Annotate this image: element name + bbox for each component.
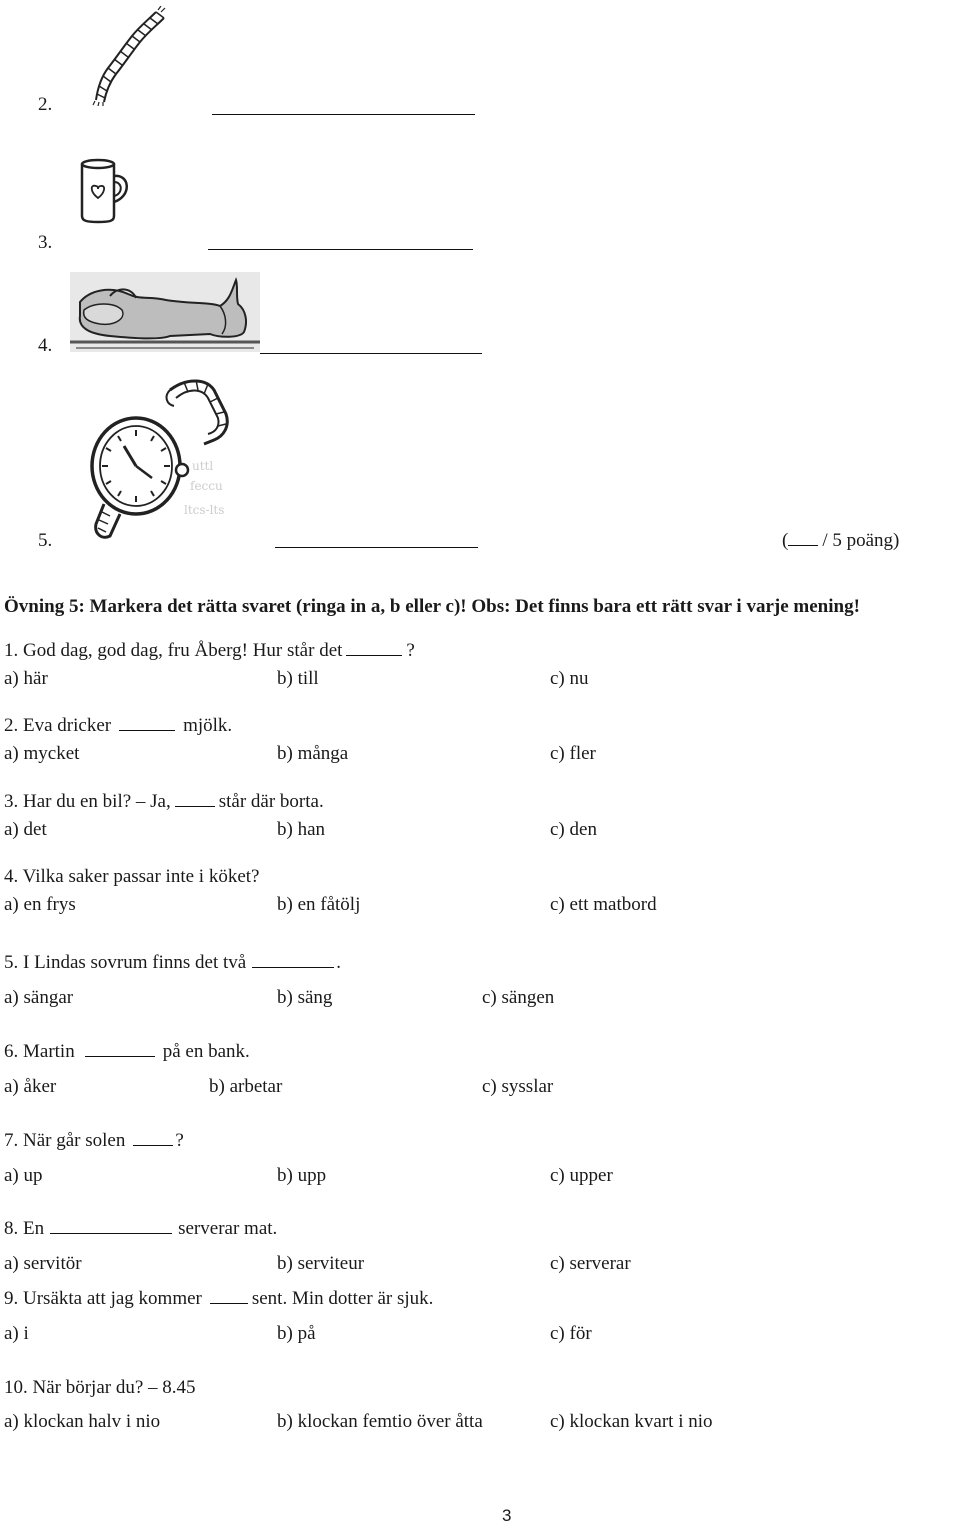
picture-number: 4. xyxy=(38,335,53,356)
option-c[interactable]: c) nu xyxy=(550,668,589,689)
option-c[interactable]: c) ett matbord xyxy=(550,894,657,915)
answer-blank[interactable] xyxy=(346,654,402,656)
answer-line[interactable] xyxy=(212,114,475,115)
option-a[interactable]: a) det xyxy=(4,819,47,840)
answer-blank[interactable] xyxy=(252,966,334,968)
option-b[interactable]: b) han xyxy=(277,819,326,840)
question-text: 1. God dag, god dag, fru Åberg! Hur står det ? xyxy=(4,640,415,661)
option-b[interactable]: b) många xyxy=(277,743,349,764)
option-b[interactable]: b) till xyxy=(277,668,319,689)
option-c[interactable]: c) upper xyxy=(550,1165,613,1186)
option-c[interactable]: c) den xyxy=(550,819,597,840)
option-a[interactable]: a) klockan halv i nio xyxy=(4,1411,161,1432)
question-text: 6. Martin på en bank. xyxy=(4,1041,250,1062)
question-text: 8. En serverar mat. xyxy=(4,1218,278,1239)
svg-text:feccu: feccu xyxy=(190,479,223,493)
page-number: 3 xyxy=(502,1506,512,1525)
option-a[interactable]: a) sängar xyxy=(4,987,74,1008)
score-blank[interactable] xyxy=(788,544,818,546)
question-text: 3. Har du en bil? – Ja, står där borta. xyxy=(4,791,324,812)
option-b[interactable]: b) en fåtölj xyxy=(277,894,361,915)
option-a[interactable]: a) up xyxy=(4,1165,43,1186)
option-a[interactable]: a) åker xyxy=(4,1076,57,1097)
score-open: ( xyxy=(782,530,789,551)
option-b[interactable]: b) på xyxy=(277,1323,316,1344)
answer-line[interactable] xyxy=(275,547,478,548)
answer-line[interactable] xyxy=(208,249,473,250)
option-b[interactable]: b) upp xyxy=(277,1165,327,1186)
question-text: 10. När börjar du? – 8.45 xyxy=(4,1377,196,1398)
option-c[interactable]: c) sängen xyxy=(482,987,555,1008)
dog-icon xyxy=(70,272,260,352)
answer-line[interactable] xyxy=(260,353,482,354)
scarf-icon xyxy=(86,6,166,106)
answer-blank[interactable] xyxy=(175,805,215,807)
question-text: 2. Eva dricker mjölk. xyxy=(4,715,233,736)
question-text: 4. Vilka saker passar inte i köket? xyxy=(4,866,260,887)
answer-blank[interactable] xyxy=(133,1144,173,1146)
watch-icon xyxy=(74,374,244,542)
svg-text:ltcs-lts: ltcs-lts xyxy=(184,503,225,517)
picture-number: 5. xyxy=(38,530,53,551)
picture-number: 3. xyxy=(38,232,53,253)
option-a[interactable]: a) mycket xyxy=(4,743,80,764)
answer-blank[interactable] xyxy=(85,1055,155,1057)
exercise-title: Övning 5: Markera det rätta svaret (ringa in a, b eller c)! Obs: Det finns bara ett rätt svar i varje mening! xyxy=(4,596,860,617)
option-a[interactable]: a) en frys xyxy=(4,894,76,915)
option-a[interactable]: a) här xyxy=(4,668,48,689)
picture-number: 2. xyxy=(38,94,53,115)
option-c[interactable]: c) sysslar xyxy=(482,1076,554,1097)
score-text: / 5 poäng) xyxy=(822,530,900,551)
answer-blank[interactable] xyxy=(50,1232,172,1234)
question-text: 5. I Lindas sovrum finns det två . xyxy=(4,952,341,973)
option-c[interactable]: c) serverar xyxy=(550,1253,631,1274)
answer-blank[interactable] xyxy=(119,729,175,731)
answer-blank[interactable] xyxy=(210,1302,248,1304)
option-c[interactable]: c) fler xyxy=(550,743,596,764)
option-a[interactable]: a) i xyxy=(4,1323,29,1344)
option-b[interactable]: b) serviteur xyxy=(277,1253,365,1274)
mug-icon xyxy=(78,158,134,224)
option-a[interactable]: a) servitör xyxy=(4,1253,82,1274)
option-c[interactable]: c) för xyxy=(550,1323,592,1344)
option-b[interactable]: b) klockan femtio över åtta xyxy=(277,1411,483,1432)
svg-text:uttl: uttl xyxy=(192,459,214,473)
question-text: 9. Ursäkta att jag kommer sent. Min dotter är sjuk. xyxy=(4,1288,434,1309)
score-box xyxy=(782,530,899,552)
question-text: 7. När går solen ? xyxy=(4,1130,184,1151)
option-c[interactable]: c) klockan kvart i nio xyxy=(550,1411,713,1432)
option-b[interactable]: b) säng xyxy=(277,987,333,1008)
option-b[interactable]: b) arbetar xyxy=(209,1076,283,1097)
